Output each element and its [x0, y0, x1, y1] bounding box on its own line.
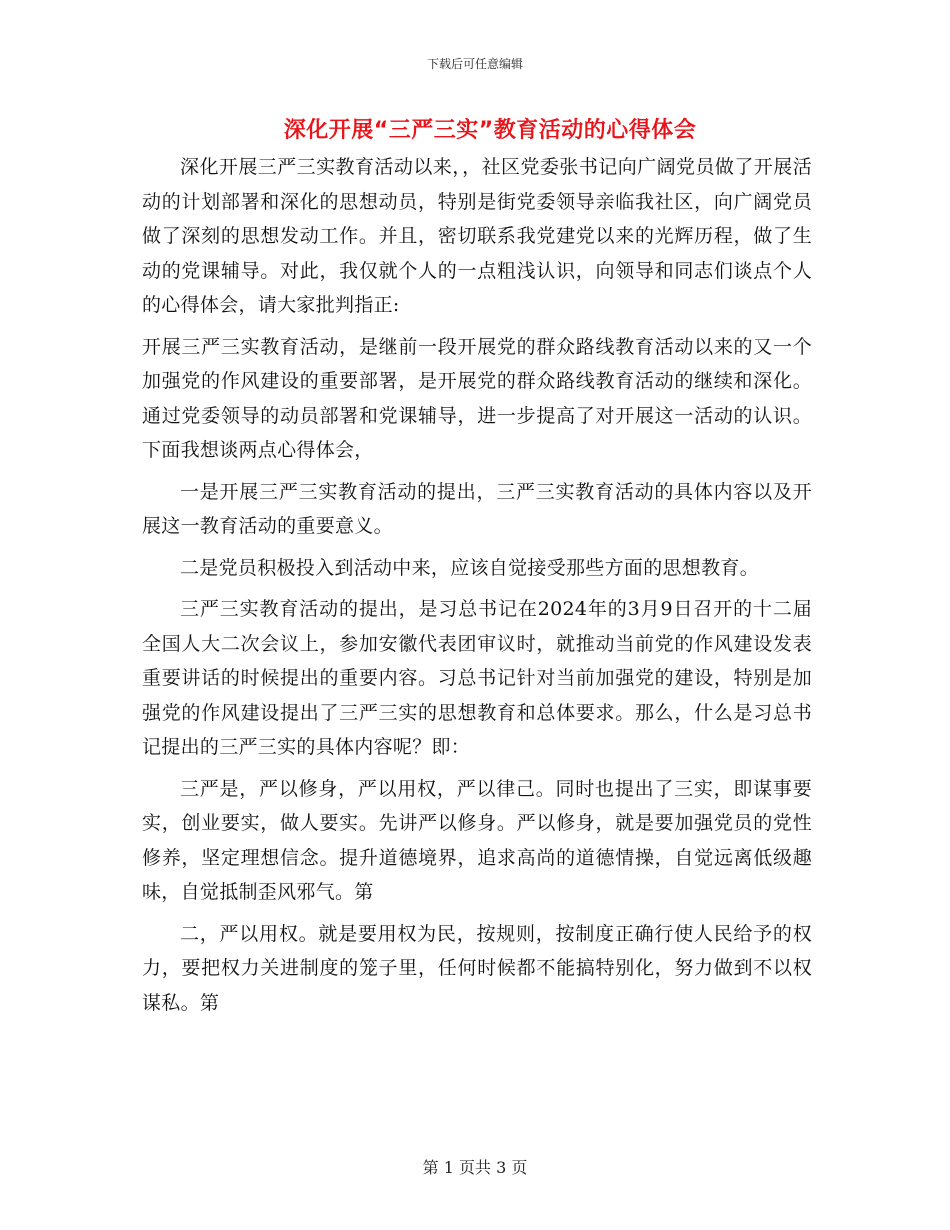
paragraph: 深化开展三严三实教育活动以来，，社区党委张书记向广阔党员做了开展活动的计划部署和深化的思想动员，特别是街党委领导亲临我社区，向广阔党员做了深刻的思想发动工作。并且，密切联系我党建党以来的光辉历程，做了生动的党课辅导。对此，我仅就个人的一点粗浅认识，向领导和同志们谈点个人的心得体会，请大家批判指正: [142, 156, 812, 316]
paragraph: 二是党员积极投入到活动中来，应该自觉接受那些方面的思想教育。 [180, 556, 760, 579]
paragraph: 三严三实教育活动的提出，是习总书记在2024年的3月9日召开的十二届全国人大二次会议上，参加安徽代表团审议时，就推动当前党的作风建设发表重要讲话的时候提出的重要内容。习总书记针对当前加强党的建设，特别是加强党的作风建设提出了三严三实的思想教育和总体要求。那么，什么是习总书记提出的三严三实的具体内容呢？即： [142, 598, 812, 758]
document-title: 深化开展“三严三实”教育活动的心得体会 [283, 118, 697, 143]
paragraph: 一是开展三严三实教育活动的提出，三严三实教育活动的具体内容以及开展这一教育活动的重要意义。 [142, 480, 812, 537]
document-body [142, 150, 812, 1027]
paragraph: 开展三严三实教育活动，是继前一段开展党的群众路线教育活动以来的又一个加强党的作风建设的重要部署，是开展党的群众路线教育活动的继续和深化。通过党委领导的动员部署和党课辅导，进一步提高了对开展这一活动的认识。下面我想谈两点心得体会， [142, 335, 812, 461]
paragraph: 二，严以用权。就是要用权为民，按规则，按制度正确行使人民给予的权力，要把权力关进制度的笼子里，任何时候都不能搞特别化，努力做到不以权谋私。第 [142, 922, 812, 1014]
paragraph: 三严是，严以修身，严以用权，严以律己。同时也提出了三实，即谋事要实，创业要实，做人要实。先讲严以修身。严以修身，就是要加强党员的党性修养，坚定理想信念。提升道德境界，追求高尚的道德情操，自觉远离低级趣味，自觉抵制歪风邪气。第 [142, 777, 812, 903]
page-footer: 第 1 页共 3 页 [422, 1158, 528, 1177]
header-note: 下载后可任意编辑 [426, 57, 523, 71]
